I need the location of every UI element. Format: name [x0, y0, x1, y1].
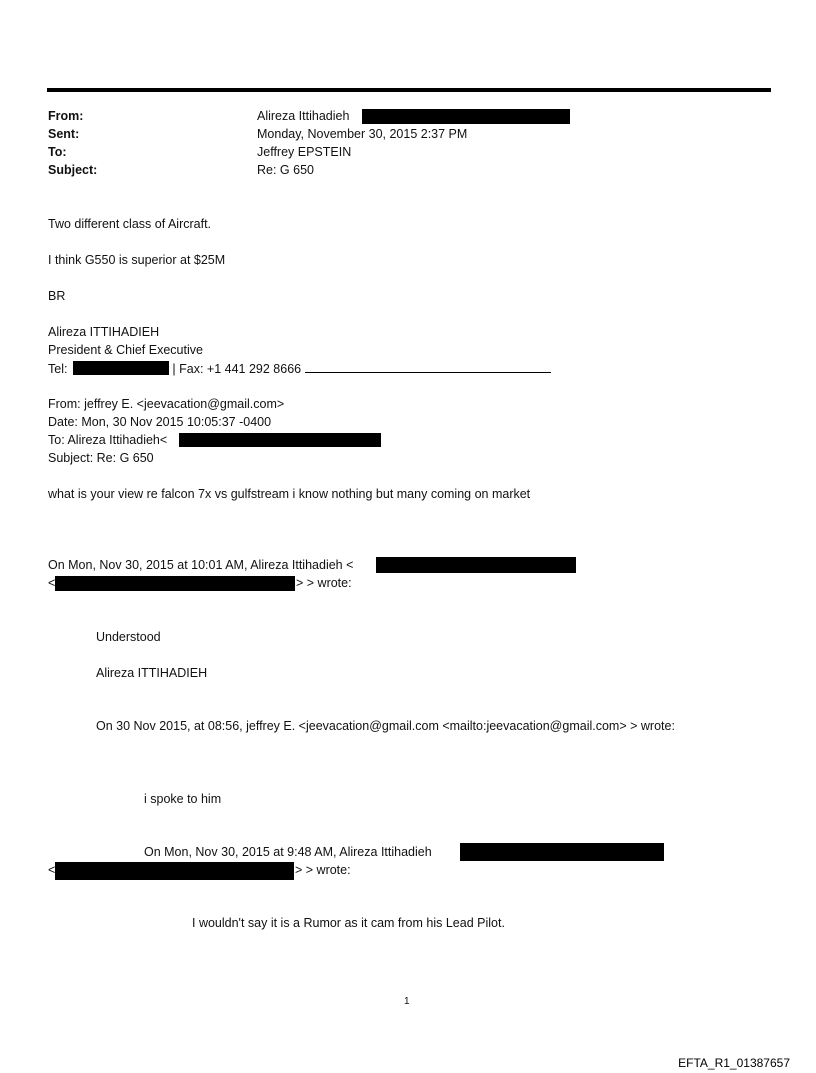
quoted-date: Date: Mon, 30 Nov 2015 10:05:37 -0400: [48, 415, 272, 429]
reply-intro-end: > > wrote:: [295, 863, 351, 877]
quoted-message: what is your view re falcon 7x vs gulfstream i know nothing but many coming on market: [48, 487, 531, 501]
body-line: I think G550 is superior at $25M: [48, 253, 226, 267]
redaction-bar: [73, 361, 169, 375]
reply-intro: On Mon, Nov 30, 2015 at 9:48 AM, Alireza Ittihadieh: [144, 845, 432, 859]
quoted-text: I wouldn't say it is a Rumor as it cam from his Lead Pilot.: [192, 916, 505, 930]
quoted-from: From: jeffrey E. <jeevacation@gmail.com>: [48, 397, 285, 411]
page-number: 1: [404, 996, 410, 1007]
reply-intro-start: <: [48, 863, 56, 877]
reply-intro-end: > > wrote:: [296, 576, 352, 590]
reply-intro: On Mon, Nov 30, 2015 at 10:01 AM, Alireza Ittihadieh <: [48, 558, 354, 572]
body-line: BR: [48, 289, 66, 303]
redaction-bar: [362, 109, 570, 124]
signature-phone: [48, 361, 551, 377]
sent-label: Sent:: [48, 127, 80, 141]
document-id: EFTA_R1_01387657: [678, 1056, 790, 1070]
redaction-bar: [179, 433, 381, 447]
quoted-text: Alireza ITTIHADIEH: [96, 666, 208, 680]
redaction-bar: [460, 843, 664, 861]
sent-value: Monday, November 30, 2015 2:37 PM: [257, 127, 468, 141]
redaction-bar: [376, 557, 576, 573]
reply-intro: On 30 Nov 2015, at 08:56, jeffrey E. <jeevacation@gmail.com <mailto:jeevacation@gmail.com> > wrote:: [96, 719, 675, 733]
subject-label: Subject:: [48, 163, 98, 177]
redaction-bar: [55, 576, 295, 591]
redaction-bar: [55, 862, 294, 880]
signature-title: President & Chief Executive: [48, 343, 203, 357]
fax-text: | Fax: +1 441 292 8666: [172, 362, 302, 376]
reply-intro-start: <: [48, 576, 56, 590]
to-label: To:: [48, 145, 67, 159]
signature-line: [305, 362, 551, 373]
signature-name: Alireza ITTIHADIEH: [48, 325, 160, 339]
from-value: Alireza Ittihadieh: [257, 109, 350, 123]
body-line: Two different class of Aircraft.: [48, 217, 212, 231]
header-rule: [47, 88, 771, 92]
quoted-text: Understood: [96, 630, 161, 644]
from-label: From:: [48, 109, 84, 123]
tel-label: Tel:: [48, 362, 68, 376]
to-value: Jeffrey EPSTEIN: [257, 145, 352, 159]
quoted-to: To: Alireza Ittihadieh<: [48, 433, 168, 447]
subject-value: Re: G 650: [257, 163, 314, 177]
quoted-text: i spoke to him: [144, 792, 222, 806]
quoted-subject: Subject: Re: G 650: [48, 451, 154, 465]
